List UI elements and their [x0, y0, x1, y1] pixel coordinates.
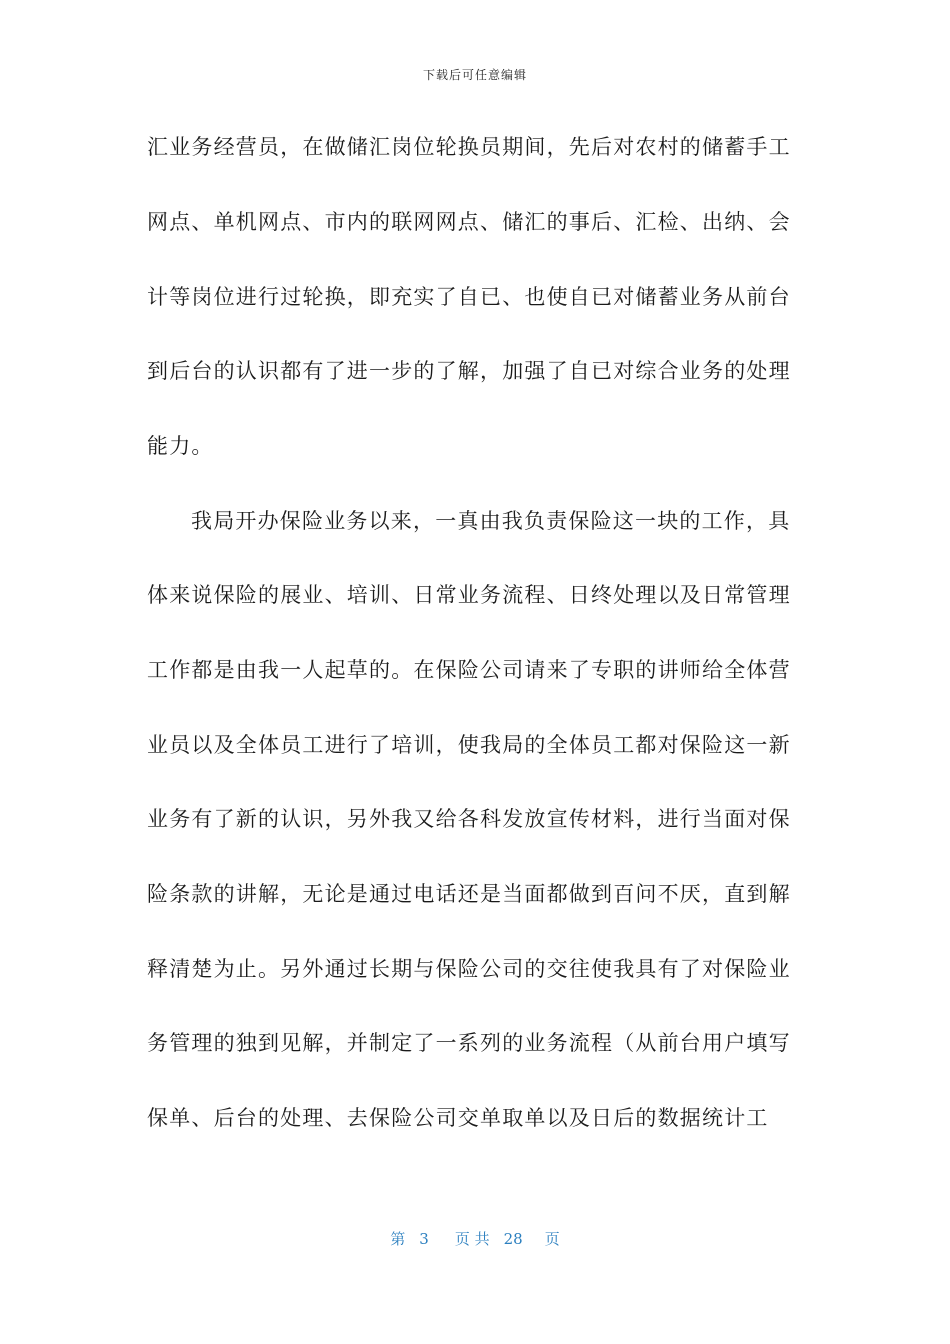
page-header-note: 下载后可任意编辑 [422, 68, 527, 82]
footer-prefix: 第 [390, 1230, 406, 1248]
text-line: 务管理的独到见解，并制定了一系列的业务流程（从前台用户填写 [147, 1031, 791, 1055]
text-line: 计等岗位进行过轮换，即充实了自已、也使自已对储蓄业务从前台 [147, 285, 791, 309]
text-line: 体来说保险的展业、培训、日常业务流程、日终处理以及日常管理 [147, 583, 791, 607]
text-line: 险条款的讲解，无论是通过电话还是当面都做到百问不厌，直到解 [147, 882, 791, 906]
total-pages-number: 28 [503, 1230, 523, 1248]
footer-middle: 页 共 [454, 1230, 490, 1248]
text-line: 汇业务经营员，在做储汇岗位轮换员期间，先后对农村的储蓄手工 [147, 135, 791, 159]
text-line: 业员以及全体员工进行了培训，使我局的全体员工都对保险这一新 [147, 733, 791, 757]
text-line: 网点、单机网点、市内的联网网点、储汇的事后、汇检、出纳、会 [147, 210, 791, 234]
text-line: 工作都是由我一人起草的。在保险公司请来了专职的讲师给全体营 [147, 658, 791, 682]
text-line: 释清楚为止。另外通过长期与保险公司的交往使我具有了对保险业 [147, 957, 791, 981]
text-line: 我局开办保险业务以来，一真由我负责保险这一块的工作，具 [191, 509, 791, 533]
current-page-number: 3 [419, 1230, 429, 1248]
text-line: 到后台的认识都有了进一步的了解，加强了自已对综合业务的处理 [147, 359, 791, 383]
text-line: 业务有了新的认识，另外我又给各科发放宣传材料，进行当面对保 [147, 807, 791, 831]
page-footer [0, 1228, 950, 1249]
text-line: 保单、后台的处理、去保险公司交单取单以及日后的数据统计工 [147, 1106, 769, 1130]
footer-suffix: 页 [544, 1230, 560, 1248]
text-line: 能力。 [147, 434, 214, 458]
